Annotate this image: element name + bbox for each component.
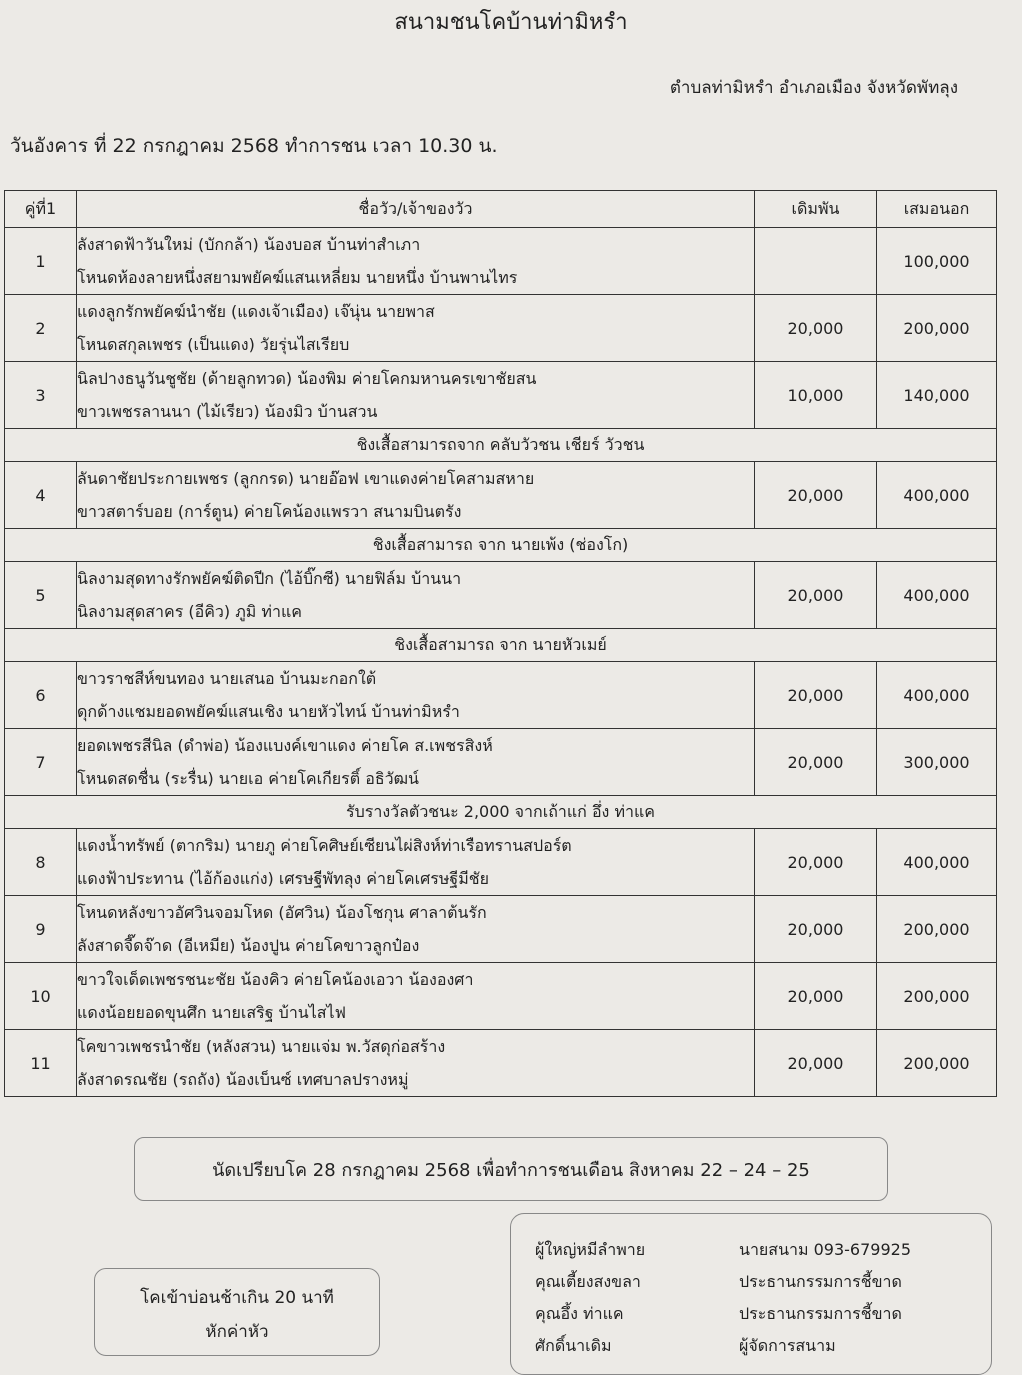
bull-red-corner: โหนดหลังขาวอัศวินจอมโหด (อัศวิน) น้องโชกุน ศาลาต้นรัก: [77, 903, 487, 922]
bull-red-corner: ขาวราชสีห์ขนทอง นายเสนอ บ้านมะกอกใต้: [77, 669, 377, 688]
prize-note-row: [5, 629, 997, 662]
late-penalty-line2: หักค่าหัว: [205, 1322, 269, 1342]
pair-number: 7: [5, 729, 77, 796]
stake-amount: 20,000: [755, 829, 877, 896]
fight-row: [5, 896, 997, 963]
pair-number: 11: [5, 1030, 77, 1097]
pair-number: 1: [5, 228, 77, 295]
bull-red-corner: นิลปางธนูวันชูชัย (ด้ายลูกทวด) น้องพิม ค่ายโคกมหานครเขาชัยสน: [77, 369, 537, 388]
official-role: ประธานกรรมการชี้ขาด: [739, 1272, 902, 1291]
bull-red-corner: แดงน้ำทรัพย์ (ตากริม) นายภู ค่ายโคศิษย์เซียนไผ่สิงห์ท่าเรือทรานสปอร์ต: [77, 836, 572, 855]
stake-amount: 10,000: [755, 362, 877, 429]
fight-row: [5, 829, 997, 896]
fight-row: [5, 1030, 997, 1097]
bull-names-cell: [77, 1030, 755, 1097]
page-title: สนามชนโคบ้านท่ามิหรำ: [394, 10, 628, 35]
fight-row: [5, 662, 997, 729]
official-name: คุณเตี้ยงสงขลา: [535, 1272, 641, 1291]
event-datetime: วันอังคาร ที่ 22 กรกฎาคม 2568 ทำการชน เวลา 10.30 น.: [10, 135, 498, 157]
stake-amount: 20,000: [755, 562, 877, 629]
pair-number: 2: [5, 295, 77, 362]
location-text: ตำบลท่ามิหรำ อำเภอเมือง จังหวัดพัทลุง: [669, 78, 958, 98]
official-role: นายสนาม 093-679925: [739, 1240, 912, 1259]
bull-blue-corner: แดงน้อยยอดขุนศึก นายเสริฐ บ้านไสไฟ: [77, 1003, 346, 1022]
prize-note-row: [5, 796, 997, 829]
official-role: ประธานกรรมการชี้ขาด: [739, 1304, 902, 1323]
draw-amount: 200,000: [877, 1030, 997, 1097]
stake-amount: 20,000: [755, 896, 877, 963]
official-entry: [535, 1330, 975, 1362]
official-name: ผู้ใหญ่หมีลำพาย: [535, 1240, 646, 1259]
draw-amount: 200,000: [877, 963, 997, 1030]
pair-number: 5: [5, 562, 77, 629]
fight-row: [5, 362, 997, 429]
pair-number: 3: [5, 362, 77, 429]
bull-names-cell: [77, 729, 755, 796]
header-stake: เดิมพัน: [755, 191, 877, 228]
bull-blue-corner: ขาวเพชรลานนา (ไม้เรียว) น้องมิว บ้านสวน: [77, 402, 378, 421]
next-meeting-box: [134, 1137, 888, 1201]
official-role: ผู้จัดการสนาม: [739, 1336, 836, 1355]
late-penalty-line1: โคเข้าบ่อนช้าเกิน 20 นาที: [140, 1288, 334, 1308]
prize-note-row: [5, 429, 997, 462]
official-name: คุณอึ้ง ท่าแค: [535, 1304, 624, 1323]
bull-red-corner: ลังสาดฟ้าวันใหม่ (บักกล้า) น้องบอส บ้านท่าสำเภา: [77, 235, 421, 254]
fight-row: [5, 462, 997, 529]
draw-amount: 400,000: [877, 462, 997, 529]
header-bull-owner: ชื่อวัว/เจ้าของวัว: [77, 191, 755, 228]
stake-amount: 20,000: [755, 462, 877, 529]
bull-blue-corner: โหนดห้องลายหนึ่งสยามพยัคฆ์แสนเหลี่ยม นายหนึ่ง บ้านพานไทร: [77, 268, 518, 287]
fight-row: [5, 729, 997, 796]
bull-red-corner: ลันดาชัยประกายเพชร (ลูกกรด) นายอ๊อฟ เขาแดงค่ายโคสามสหาย: [77, 469, 535, 488]
bull-names-cell: [77, 896, 755, 963]
bull-names-cell: [77, 662, 755, 729]
fight-row: [5, 562, 997, 629]
bull-blue-corner: ลังสาดรณชัย (รถถัง) น้องเบ็นซ์ เทศบาลปรางหมู่: [77, 1070, 409, 1089]
stake-amount: 20,000: [755, 662, 877, 729]
draw-amount: 200,000: [877, 896, 997, 963]
pair-number: 4: [5, 462, 77, 529]
bull-blue-corner: แดงฟ้าประทาน (ไอ้ก้องแก่ง) เศรษฐีพัทลุง ค่ายโคเศรษฐีมีชัย: [77, 869, 489, 888]
fight-row: [5, 228, 997, 295]
bull-red-corner: นิลงามสุดทางรักพยัคฆ์ติดปีก (ไอ้บิ๊กซี) นายฟิล์ม บ้านนา: [77, 569, 462, 588]
fight-schedule-table: [4, 190, 997, 1097]
pair-number: 10: [5, 963, 77, 1030]
official-entry: [535, 1234, 975, 1266]
bull-red-corner: แดงลูกรักพยัคฆ์นำชัย (แดงเจ้าเมือง) เจ๊นุ่น นายพาส: [77, 302, 435, 321]
draw-amount: 400,000: [877, 562, 997, 629]
bull-blue-corner: ขาวสตาร์บอย (การ์ตูน) ค่ายโคน้องแพรวา สนามบินตรัง: [77, 502, 462, 521]
fight-row: [5, 963, 997, 1030]
bull-blue-corner: ดุกด้างแชมยอดพยัคฆ์แสนเชิง นายหัวไทน์ บ้านท่ามิหรำ: [77, 702, 460, 721]
bull-blue-corner: ลังสาดจี๊ดจ๊าด (อีเหมีย) น้องปูน ค่ายโคขาวลูกป๋อง: [77, 936, 420, 955]
draw-amount: 300,000: [877, 729, 997, 796]
bull-names-cell: [77, 963, 755, 1030]
stake-amount: 20,000: [755, 295, 877, 362]
prize-note-text: รับรางวัลตัวชนะ 2,000 จากเถ้าแก่ อึ่ง ท่าแค: [5, 796, 997, 829]
officials-box: [510, 1213, 992, 1375]
draw-amount: 400,000: [877, 662, 997, 729]
bull-names-cell: [77, 295, 755, 362]
prize-note-text: ชิงเสื้อสามารถ จาก นายเพ้ง (ช่องโก): [5, 529, 997, 562]
pair-number: 6: [5, 662, 77, 729]
bull-names-cell: [77, 362, 755, 429]
stake-amount: 20,000: [755, 729, 877, 796]
bull-blue-corner: นิลงามสุดสาคร (อีคิว) ภูมิ ท่าแค: [77, 602, 302, 621]
table-header-row: [5, 191, 997, 228]
draw-amount: 400,000: [877, 829, 997, 896]
bull-names-cell: [77, 562, 755, 629]
official-name: ศักดิ์นาเดิม: [535, 1336, 612, 1355]
header-pair-number: คู่ที่1: [5, 191, 77, 228]
bull-blue-corner: โหนดสกุลเพชร (เป็นแดง) วัยรุ่นไสเรียบ: [77, 335, 350, 354]
draw-amount: 200,000: [877, 295, 997, 362]
prize-note-row: [5, 529, 997, 562]
bull-names-cell: [77, 228, 755, 295]
fight-row: [5, 295, 997, 362]
official-entry: [535, 1266, 975, 1298]
stake-amount: 20,000: [755, 1030, 877, 1097]
official-entry: [535, 1298, 975, 1330]
bull-names-cell: [77, 462, 755, 529]
bull-red-corner: โคขาวเพชรนำชัย (หลังสวน) นายแจ่ม พ.วัสดุก่อสร้าง: [77, 1037, 446, 1056]
bull-blue-corner: โหนดสดชื่น (ระรื่น) นายเอ ค่ายโคเกียรติ์ อธิวัฒน์: [77, 769, 419, 788]
pair-number: 8: [5, 829, 77, 896]
bull-red-corner: ขาวใจเด็ดเพชรชนะชัย น้องคิว ค่ายโคน้องเอวา น้ององศา: [77, 970, 474, 989]
next-meeting-text: นัดเปรียบโค 28 กรกฎาคม 2568 เพื่อทำการชนเดือน สิงหาคม 22 – 24 – 25: [212, 1159, 810, 1181]
draw-amount: 100,000: [877, 228, 997, 295]
late-penalty-box: [94, 1268, 380, 1356]
header-draw-outside: เสมอนอก: [877, 191, 997, 228]
stake-amount: 20,000: [755, 963, 877, 1030]
stake-amount: [755, 228, 877, 295]
prize-note-text: ชิงเสื้อสามารถจาก คลับวัวชน เชียร์ วัวชน: [5, 429, 997, 462]
draw-amount: 140,000: [877, 362, 997, 429]
bull-names-cell: [77, 829, 755, 896]
bull-red-corner: ยอดเพชรสีนิล (ดำพ่อ) น้องแบงค์เขาแดง ค่ายโค ส.เพชรสิงห์: [77, 736, 493, 755]
pair-number: 9: [5, 896, 77, 963]
prize-note-text: ชิงเสื้อสามารถ จาก นายหัวเมย์: [5, 629, 997, 662]
